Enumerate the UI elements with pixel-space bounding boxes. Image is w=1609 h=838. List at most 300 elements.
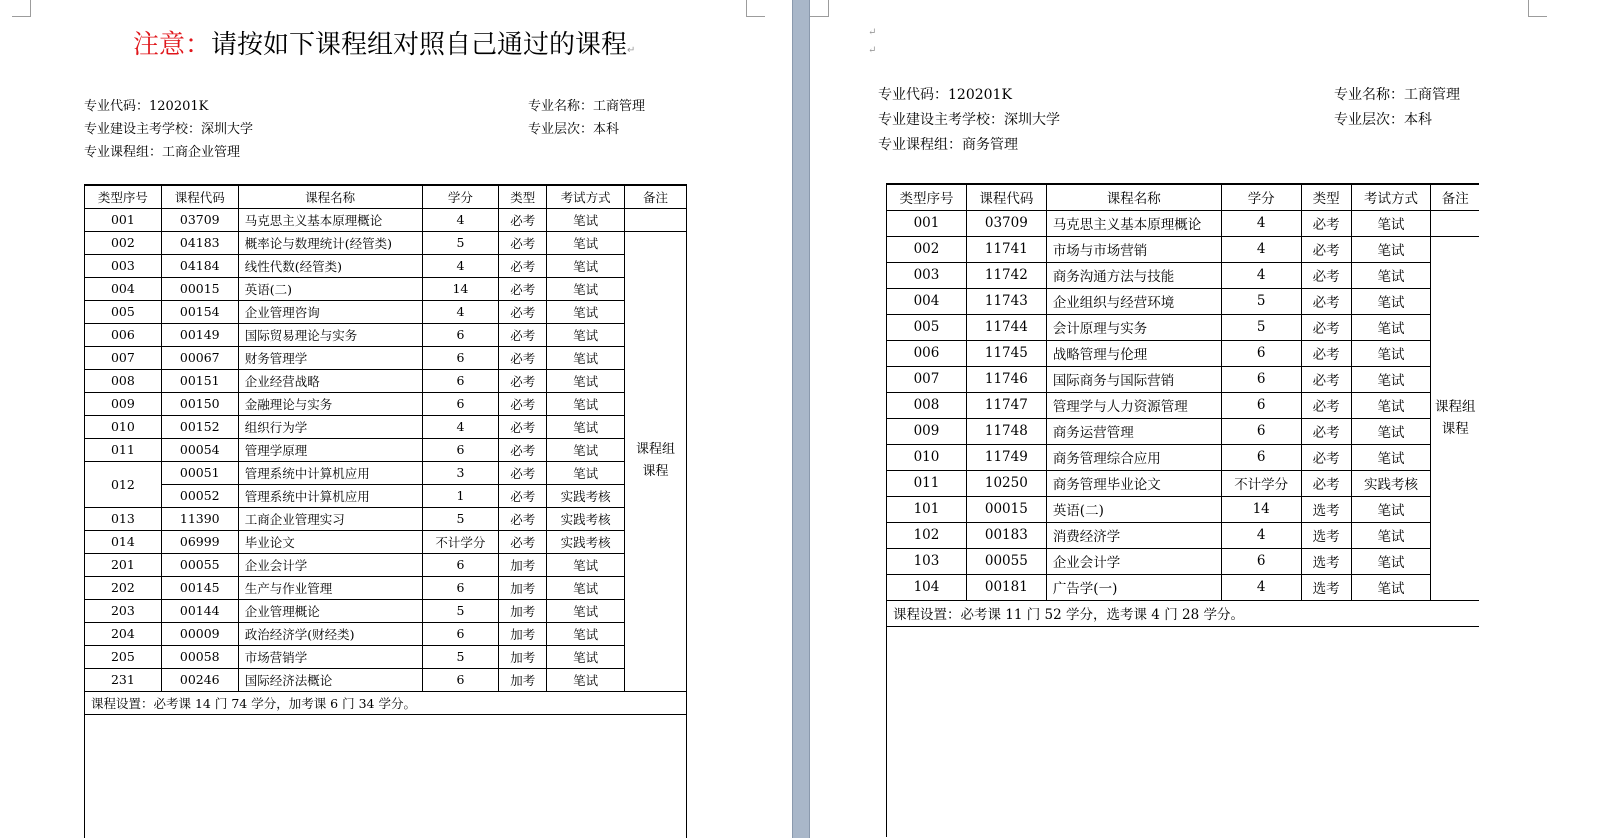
type-seq-cell: 012 <box>85 461 162 507</box>
exam-method-cell: 笔试 <box>547 277 625 300</box>
table-row <box>887 496 1480 522</box>
table-row <box>85 484 687 507</box>
course-code-cell: 03709 <box>966 210 1046 236</box>
category-cell: 必考 <box>1301 418 1351 444</box>
course-code-cell: 00183 <box>966 522 1046 548</box>
category-cell: 加考 <box>499 599 547 622</box>
course-code-cell: 00015 <box>966 496 1046 522</box>
table-row <box>887 392 1480 418</box>
course-code-cell: 00154 <box>161 300 238 323</box>
course-code-cell: 00052 <box>161 484 238 507</box>
meta-right-column <box>1334 83 1460 133</box>
category-cell: 必考 <box>499 369 547 392</box>
credit-cell: 6 <box>422 438 499 461</box>
credit-cell: 4 <box>1221 236 1301 262</box>
credit-cell: 6 <box>422 622 499 645</box>
table-row <box>85 553 687 576</box>
table-row <box>887 470 1480 496</box>
exam-method-cell: 笔试 <box>547 231 625 254</box>
remark-text: 课程组 <box>1434 399 1476 415</box>
course-name-cell: 概率论与数理统计(经管类) <box>238 231 422 254</box>
course-name-cell: 工商企业管理实习 <box>238 507 422 530</box>
table-row <box>887 262 1480 288</box>
exam-method-cell: 笔试 <box>547 599 625 622</box>
course-name-cell: 企业会计学 <box>1046 548 1221 574</box>
paragraph-mark-icon: ↵ <box>627 45 636 56</box>
course-name-cell: 英语(二) <box>238 277 422 300</box>
meta-left-column <box>84 95 253 164</box>
course-code-cell: 11741 <box>966 236 1046 262</box>
type-seq-cell: 003 <box>85 254 162 277</box>
course-code-cell: 00015 <box>161 277 238 300</box>
exam-method-cell: 实践考核 <box>1351 470 1431 496</box>
course-name-cell: 广告学(一) <box>1046 574 1221 600</box>
table-row <box>887 418 1480 444</box>
course-group: 专业课程组：工商企业管理 <box>84 145 241 160</box>
exam-method-cell: 笔试 <box>1351 392 1431 418</box>
exam-method-cell: 笔试 <box>1351 496 1431 522</box>
exam-method-cell: 笔试 <box>547 553 625 576</box>
credit-cell: 5 <box>1221 288 1301 314</box>
category-cell: 必考 <box>499 277 547 300</box>
table-row <box>85 369 687 392</box>
credit-cell: 6 <box>1221 418 1301 444</box>
course-code-cell: 03709 <box>161 208 238 231</box>
table-row <box>887 444 1480 470</box>
table-footer-row <box>887 600 1480 626</box>
credit-cell: 6 <box>422 668 499 691</box>
type-seq-cell: 001 <box>85 208 162 231</box>
category-cell: 必考 <box>499 530 547 553</box>
credit-cell: 14 <box>1221 496 1301 522</box>
meta-left-column <box>878 83 1060 158</box>
course-code-cell: 00145 <box>161 576 238 599</box>
credit-cell: 4 <box>1221 574 1301 600</box>
left-document-page <box>0 0 792 838</box>
major-level: 专业层次：本科 <box>528 122 620 137</box>
exam-method-cell: 笔试 <box>1351 522 1431 548</box>
course-name-cell: 管理系统中计算机应用 <box>238 484 422 507</box>
credit-cell: 14 <box>422 277 499 300</box>
type-seq-cell: 005 <box>85 300 162 323</box>
type-seq-cell: 104 <box>887 574 967 600</box>
table-row <box>85 277 687 300</box>
exam-school: 专业建设主考学校：深圳大学 <box>878 112 1060 128</box>
course-code-cell: 04184 <box>161 254 238 277</box>
table-header-cell: 类型序号 <box>85 185 162 208</box>
exam-method-cell: 笔试 <box>547 346 625 369</box>
credit-cell: 4 <box>422 208 499 231</box>
credit-cell: 1 <box>422 484 499 507</box>
category-cell: 加考 <box>499 645 547 668</box>
type-seq-cell: 007 <box>887 366 967 392</box>
category-cell: 必考 <box>499 438 547 461</box>
course-name-cell: 商务管理综合应用 <box>1046 444 1221 470</box>
course-name-cell: 管理学原理 <box>238 438 422 461</box>
category-cell: 选考 <box>1301 574 1351 600</box>
course-code-cell: 11744 <box>966 314 1046 340</box>
course-name-cell: 管理学与人力资源管理 <box>1046 392 1221 418</box>
course-name-cell: 金融理论与实务 <box>238 392 422 415</box>
exam-method-cell: 笔试 <box>547 415 625 438</box>
blank-area <box>887 626 1480 837</box>
remark-cell <box>625 208 687 231</box>
course-name-cell: 商务管理毕业论文 <box>1046 470 1221 496</box>
empty-paragraph-marks <box>868 24 876 60</box>
credit-cell: 6 <box>1221 548 1301 574</box>
type-seq-cell: 003 <box>887 262 967 288</box>
course-name-cell: 企业组织与经营环境 <box>1046 288 1221 314</box>
category-cell: 必考 <box>1301 366 1351 392</box>
table-header-row <box>85 185 687 208</box>
category-cell: 加考 <box>499 622 547 645</box>
course-group: 专业课程组：商务管理 <box>878 137 1018 153</box>
category-cell: 必考 <box>1301 314 1351 340</box>
page-corner-mark <box>12 0 31 17</box>
meta-right-column <box>528 95 645 141</box>
major-name: 专业名称：工商管理 <box>1334 87 1460 103</box>
course-name-cell: 财务管理学 <box>238 346 422 369</box>
exam-method-cell: 笔试 <box>1351 262 1431 288</box>
course-name-cell: 企业经营战略 <box>238 369 422 392</box>
type-seq-cell: 101 <box>887 496 967 522</box>
notice-text: 请按如下课程组对照自己通过的课程 <box>211 30 628 60</box>
course-name-cell: 企业会计学 <box>238 553 422 576</box>
table-row <box>85 461 687 484</box>
credit-cell: 6 <box>1221 366 1301 392</box>
exam-method-cell: 笔试 <box>547 668 625 691</box>
paragraph-mark-icon: ↵ <box>868 45 877 56</box>
table-row <box>85 231 687 254</box>
category-cell: 必考 <box>1301 340 1351 366</box>
credit-cell: 5 <box>1221 314 1301 340</box>
page-corner-mark <box>810 0 829 17</box>
table-footer-row <box>85 691 687 714</box>
course-code-cell: 00051 <box>161 461 238 484</box>
course-name-cell: 企业管理咨询 <box>238 300 422 323</box>
credit-cell: 4 <box>1221 522 1301 548</box>
type-seq-cell: 004 <box>887 288 967 314</box>
exam-method-cell: 笔试 <box>1351 288 1431 314</box>
course-code-cell: 00150 <box>161 392 238 415</box>
exam-method-cell: 笔试 <box>547 323 625 346</box>
course-name-cell: 国际贸易理论与实务 <box>238 323 422 346</box>
course-code-cell: 11747 <box>966 392 1046 418</box>
page-corner-mark <box>1528 0 1547 17</box>
type-seq-cell: 008 <box>85 369 162 392</box>
course-code-cell: 00246 <box>161 668 238 691</box>
course-name-cell: 政治经济学(财经类) <box>238 622 422 645</box>
category-cell: 必考 <box>499 346 547 369</box>
course-code-cell: 00152 <box>161 415 238 438</box>
blank-area-row <box>887 626 1480 837</box>
table-row <box>887 288 1480 314</box>
type-seq-cell: 009 <box>887 418 967 444</box>
exam-method-cell: 笔试 <box>547 300 625 323</box>
table-row <box>887 340 1480 366</box>
course-name-cell: 市场与市场营销 <box>1046 236 1221 262</box>
course-code-cell: 00055 <box>161 553 238 576</box>
exam-method-cell: 笔试 <box>547 576 625 599</box>
category-cell: 必考 <box>499 231 547 254</box>
category-cell: 加考 <box>499 668 547 691</box>
table-row <box>85 438 687 461</box>
table-row <box>887 210 1480 236</box>
type-seq-cell: 001 <box>887 210 967 236</box>
type-seq-cell: 006 <box>887 340 967 366</box>
category-cell: 加考 <box>499 553 547 576</box>
type-seq-cell: 103 <box>887 548 967 574</box>
exam-method-cell: 笔试 <box>1351 548 1431 574</box>
credit-cell: 6 <box>1221 444 1301 470</box>
credit-cell: 6 <box>422 346 499 369</box>
category-cell: 必考 <box>1301 262 1351 288</box>
credit-cell: 6 <box>422 369 499 392</box>
exam-method-cell: 笔试 <box>1351 574 1431 600</box>
category-cell: 必考 <box>1301 288 1351 314</box>
course-name-cell: 线性代数(经管类) <box>238 254 422 277</box>
exam-method-cell: 笔试 <box>1351 418 1431 444</box>
type-seq-cell: 010 <box>85 415 162 438</box>
course-code-cell: 04183 <box>161 231 238 254</box>
course-code-cell: 00055 <box>966 548 1046 574</box>
exam-method-cell: 笔试 <box>1351 236 1431 262</box>
course-name-cell: 消费经济学 <box>1046 522 1221 548</box>
course-code-cell: 06999 <box>161 530 238 553</box>
notice-heading <box>133 24 635 61</box>
table-row <box>85 668 687 691</box>
type-seq-cell: 013 <box>85 507 162 530</box>
credit-cell: 4 <box>1221 210 1301 236</box>
major-code: 专业代码：120201K <box>84 99 209 114</box>
category-cell: 必考 <box>499 415 547 438</box>
type-seq-cell: 002 <box>85 231 162 254</box>
table-header-cell: 考试方式 <box>1351 184 1431 210</box>
course-name-cell: 国际商务与国际营销 <box>1046 366 1221 392</box>
category-cell: 必考 <box>1301 444 1351 470</box>
type-seq-cell: 008 <box>887 392 967 418</box>
table-row <box>85 507 687 530</box>
type-seq-cell: 004 <box>85 277 162 300</box>
page-corner-mark <box>746 0 765 17</box>
credit-cell: 3 <box>422 461 499 484</box>
credit-cell: 6 <box>422 576 499 599</box>
credit-cell: 5 <box>422 599 499 622</box>
course-table <box>84 184 687 838</box>
credit-cell: 5 <box>422 645 499 668</box>
type-seq-cell: 007 <box>85 346 162 369</box>
course-name-cell: 企业管理概论 <box>238 599 422 622</box>
credit-cell: 5 <box>422 231 499 254</box>
table-header-cell: 课程名称 <box>238 185 422 208</box>
credit-cell: 不计学分 <box>1221 470 1301 496</box>
credit-cell: 6 <box>1221 392 1301 418</box>
exam-method-cell: 实践考核 <box>547 507 625 530</box>
course-name-cell: 商务运营管理 <box>1046 418 1221 444</box>
exam-method-cell: 笔试 <box>1351 340 1431 366</box>
table-row <box>887 314 1480 340</box>
course-code-cell: 00151 <box>161 369 238 392</box>
course-code-cell: 00058 <box>161 645 238 668</box>
exam-method-cell: 笔试 <box>547 369 625 392</box>
exam-method-cell: 笔试 <box>547 622 625 645</box>
course-code-cell: 11390 <box>161 507 238 530</box>
blank-area <box>85 714 687 838</box>
category-cell: 必考 <box>1301 236 1351 262</box>
major-code: 专业代码：120201K <box>878 87 1012 103</box>
type-seq-cell: 011 <box>85 438 162 461</box>
credit-cell: 6 <box>422 553 499 576</box>
remark-cell <box>625 231 687 691</box>
credit-cell: 6 <box>422 323 499 346</box>
remark-cell <box>1431 210 1479 236</box>
course-name-cell: 马克思主义基本原理概论 <box>1046 210 1221 236</box>
table-row <box>85 576 687 599</box>
exam-method-cell: 实践考核 <box>547 530 625 553</box>
table-header-cell: 学分 <box>422 185 499 208</box>
remark-text: 课程 <box>1441 421 1469 437</box>
type-seq-cell: 204 <box>85 622 162 645</box>
table-row <box>85 530 687 553</box>
category-cell: 必考 <box>499 254 547 277</box>
exam-method-cell: 笔试 <box>1351 366 1431 392</box>
type-seq-cell: 005 <box>887 314 967 340</box>
major-level: 专业层次：本科 <box>1334 112 1432 128</box>
category-cell: 必考 <box>499 300 547 323</box>
course-name-cell: 商务沟通方法与技能 <box>1046 262 1221 288</box>
table-header-cell: 备注 <box>625 185 687 208</box>
type-seq-cell: 102 <box>887 522 967 548</box>
exam-method-cell: 笔试 <box>547 461 625 484</box>
category-cell: 必考 <box>499 461 547 484</box>
table-row <box>85 599 687 622</box>
table-header-cell: 备注 <box>1431 184 1479 210</box>
table-row <box>85 622 687 645</box>
exam-method-cell: 笔试 <box>1351 314 1431 340</box>
course-code-cell: 10250 <box>966 470 1046 496</box>
table-row <box>887 574 1480 600</box>
credit-cell: 4 <box>422 254 499 277</box>
credit-cell: 6 <box>422 392 499 415</box>
page-gutter <box>792 0 810 838</box>
table-row <box>85 645 687 668</box>
course-code-cell: 11743 <box>966 288 1046 314</box>
table-row <box>887 366 1480 392</box>
course-code-cell: 11748 <box>966 418 1046 444</box>
category-cell: 选考 <box>1301 522 1351 548</box>
credit-cell: 不计学分 <box>422 530 499 553</box>
course-name-cell: 毕业论文 <box>238 530 422 553</box>
category-cell: 必考 <box>499 484 547 507</box>
course-summary: 课程设置：必考课 14 门 74 学分，加考课 6 门 34 学分。 <box>85 691 687 714</box>
type-seq-cell: 009 <box>85 392 162 415</box>
table-row <box>85 208 687 231</box>
course-code-cell: 11746 <box>966 366 1046 392</box>
type-seq-cell: 006 <box>85 323 162 346</box>
table-row <box>887 522 1480 548</box>
course-summary: 课程设置：必考课 11 门 52 学分，选考课 4 门 28 学分。 <box>887 600 1480 626</box>
category-cell: 必考 <box>499 323 547 346</box>
course-name-cell: 市场营销学 <box>238 645 422 668</box>
exam-method-cell: 实践考核 <box>547 484 625 507</box>
exam-school: 专业建设主考学校：深圳大学 <box>84 122 254 137</box>
course-code-cell: 00067 <box>161 346 238 369</box>
category-cell: 选考 <box>1301 496 1351 522</box>
course-name-cell: 英语(二) <box>1046 496 1221 522</box>
course-code-cell: 00181 <box>966 574 1046 600</box>
blank-area-row <box>85 714 687 838</box>
credit-cell: 4 <box>1221 262 1301 288</box>
category-cell: 必考 <box>499 208 547 231</box>
table-row <box>887 236 1480 262</box>
table-row <box>85 346 687 369</box>
exam-method-cell: 笔试 <box>547 645 625 668</box>
table-header-cell: 学分 <box>1221 184 1301 210</box>
category-cell: 必考 <box>1301 210 1351 236</box>
category-cell: 必考 <box>1301 392 1351 418</box>
course-name-cell: 组织行为学 <box>238 415 422 438</box>
category-cell: 必考 <box>499 392 547 415</box>
table-header-cell: 课程代码 <box>161 185 238 208</box>
type-seq-cell: 201 <box>85 553 162 576</box>
type-seq-cell: 014 <box>85 530 162 553</box>
table-header-cell: 课程名称 <box>1046 184 1221 210</box>
paragraph-mark-icon: ↵ <box>868 27 877 38</box>
course-code-cell: 11749 <box>966 444 1046 470</box>
credit-cell: 4 <box>422 300 499 323</box>
exam-method-cell: 笔试 <box>547 254 625 277</box>
type-seq-cell: 205 <box>85 645 162 668</box>
table-header-cell: 课程代码 <box>966 184 1046 210</box>
table-header-cell: 考试方式 <box>547 185 625 208</box>
course-name-cell: 战略管理与伦理 <box>1046 340 1221 366</box>
remark-text: 课程组 <box>636 442 676 457</box>
category-cell: 加考 <box>499 576 547 599</box>
course-name-cell: 国际经济法概论 <box>238 668 422 691</box>
type-seq-cell: 202 <box>85 576 162 599</box>
type-seq-cell: 010 <box>887 444 967 470</box>
exam-method-cell: 笔试 <box>1351 444 1431 470</box>
course-code-cell: 11745 <box>966 340 1046 366</box>
table-row <box>85 323 687 346</box>
credit-cell: 6 <box>1221 340 1301 366</box>
exam-method-cell: 笔试 <box>547 208 625 231</box>
category-cell: 必考 <box>499 507 547 530</box>
course-code-cell: 00009 <box>161 622 238 645</box>
course-name-cell: 管理系统中计算机应用 <box>238 461 422 484</box>
course-name-cell: 生产与作业管理 <box>238 576 422 599</box>
table-row <box>887 548 1480 574</box>
exam-method-cell: 笔试 <box>547 392 625 415</box>
table-row <box>85 300 687 323</box>
notice-highlight: 注意： <box>133 30 212 60</box>
exam-method-cell: 笔试 <box>547 438 625 461</box>
course-table <box>886 183 1479 837</box>
type-seq-cell: 203 <box>85 599 162 622</box>
credit-cell: 4 <box>422 415 499 438</box>
major-name: 专业名称：工商管理 <box>528 99 646 114</box>
course-code-cell: 00144 <box>161 599 238 622</box>
course-name-cell: 会计原理与实务 <box>1046 314 1221 340</box>
type-seq-cell: 011 <box>887 470 967 496</box>
table-header-cell: 类型 <box>1301 184 1351 210</box>
table-row <box>85 392 687 415</box>
table-header-cell: 类型序号 <box>887 184 967 210</box>
table-row <box>85 254 687 277</box>
exam-method-cell: 笔试 <box>1351 210 1431 236</box>
course-code-cell: 11742 <box>966 262 1046 288</box>
course-name-cell: 马克思主义基本原理概论 <box>238 208 422 231</box>
